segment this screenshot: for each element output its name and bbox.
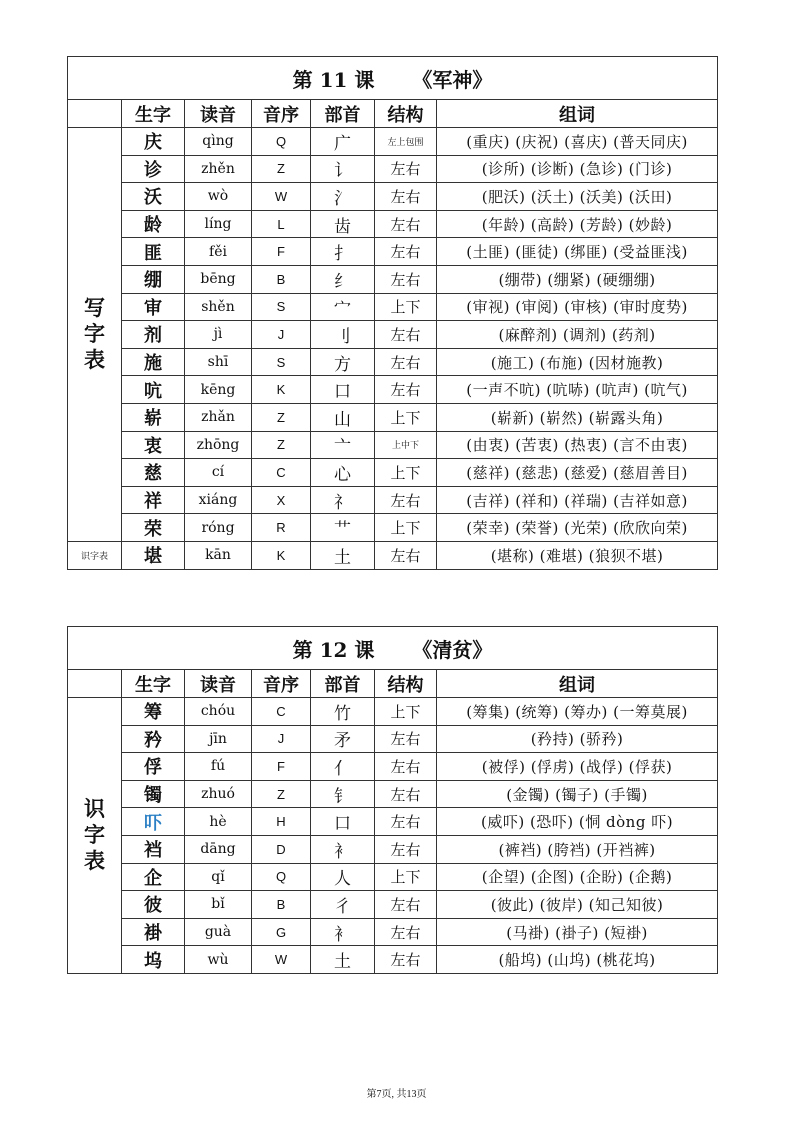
char-cell: 裆 bbox=[122, 835, 185, 863]
lesson-12-title-cell bbox=[68, 627, 718, 670]
radical-cell: 广 bbox=[311, 128, 375, 156]
char-cell: 龄 bbox=[122, 210, 185, 238]
char-cell: 绷 bbox=[122, 265, 185, 293]
table-row bbox=[68, 128, 718, 156]
structure-cell: 左上包围 bbox=[375, 128, 437, 156]
structure-cell: 左右 bbox=[375, 321, 437, 349]
radical-cell: 齿 bbox=[311, 210, 375, 238]
table-row bbox=[68, 293, 718, 321]
table-row bbox=[68, 348, 718, 376]
pinyin-cell: zhōng bbox=[185, 431, 252, 459]
pinyin-cell: shěn bbox=[185, 293, 252, 321]
index-cell: K bbox=[252, 376, 311, 404]
pinyin-cell: xiáng bbox=[185, 486, 252, 514]
lesson-11-table bbox=[67, 56, 718, 570]
words-cell: (筹集) (统筹) (筹办) (一筹莫展) bbox=[437, 698, 718, 726]
index-cell: Z bbox=[252, 780, 311, 808]
radical-cell: 钅 bbox=[311, 780, 375, 808]
char-cell: 崭 bbox=[122, 403, 185, 431]
structure-cell: 左右 bbox=[375, 835, 437, 863]
index-cell: J bbox=[252, 725, 311, 753]
pinyin-cell: jì bbox=[185, 321, 252, 349]
index-cell: Q bbox=[252, 128, 311, 156]
pinyin-cell: wù bbox=[185, 946, 252, 974]
pinyin-cell: fěi bbox=[185, 238, 252, 266]
header-pinyin: 读音 bbox=[185, 100, 252, 128]
radical-cell: 扌 bbox=[311, 238, 375, 266]
group-recognize-label: 识字表 bbox=[84, 796, 105, 874]
radical-cell: 衤 bbox=[311, 835, 375, 863]
radical-cell: 艹 bbox=[311, 514, 375, 542]
lesson-11-title-cell bbox=[68, 57, 718, 100]
group-recognize bbox=[68, 698, 122, 974]
table-row bbox=[68, 698, 718, 726]
char-cell: 诊 bbox=[122, 155, 185, 183]
char-cell: 吓 bbox=[122, 808, 185, 836]
structure-cell: 上下 bbox=[375, 293, 437, 321]
table-row bbox=[68, 321, 718, 349]
pinyin-cell: qǐ bbox=[185, 863, 252, 891]
char-cell: 剂 bbox=[122, 321, 185, 349]
words-cell: (审视) (审阅) (审核) (审时度势) bbox=[437, 293, 718, 321]
pinyin-cell: dāng bbox=[185, 835, 252, 863]
table-row bbox=[68, 891, 718, 919]
words-cell: (麻醉剂) (调剂) (药剂) bbox=[437, 321, 718, 349]
char-cell: 俘 bbox=[122, 753, 185, 781]
structure-cell: 左右 bbox=[375, 210, 437, 238]
words-cell: (威吓) (恐吓) (恫 dòng 吓) bbox=[437, 808, 718, 836]
words-cell: (吉祥) (祥和) (祥瑞) (吉祥如意) bbox=[437, 486, 718, 514]
char-cell: 堪 bbox=[122, 541, 185, 569]
index-cell: J bbox=[252, 321, 311, 349]
structure-cell: 左右 bbox=[375, 946, 437, 974]
words-cell: (彼此) (彼岸) (知己知彼) bbox=[437, 891, 718, 919]
table-row bbox=[68, 265, 718, 293]
header-words: 组词 bbox=[437, 670, 718, 698]
header-row bbox=[68, 100, 718, 128]
radical-cell: 亻 bbox=[311, 753, 375, 781]
words-cell: (马褂) (褂子) (短褂) bbox=[437, 918, 718, 946]
lesson-title: 《清贫》 bbox=[412, 637, 493, 662]
words-cell: (年龄) (高龄) (芳龄) (妙龄) bbox=[437, 210, 718, 238]
words-cell: (船坞) (山坞) (桃花坞) bbox=[437, 946, 718, 974]
char-cell: 企 bbox=[122, 863, 185, 891]
pinyin-cell: kān bbox=[185, 541, 252, 569]
header-char: 生字 bbox=[122, 100, 185, 128]
structure-cell: 上下 bbox=[375, 403, 437, 431]
group-recognize bbox=[68, 541, 122, 569]
radical-cell: 土 bbox=[311, 541, 375, 569]
pinyin-cell: fú bbox=[185, 753, 252, 781]
radical-cell: 亠 bbox=[311, 431, 375, 459]
index-cell: C bbox=[252, 459, 311, 487]
structure-cell: 左右 bbox=[375, 486, 437, 514]
words-cell: (诊所) (诊断) (急诊) (门诊) bbox=[437, 155, 718, 183]
words-cell: (肥沃) (沃土) (沃美) (沃田) bbox=[437, 183, 718, 211]
index-cell: W bbox=[252, 183, 311, 211]
radical-cell: 彳 bbox=[311, 891, 375, 919]
radical-cell: 礻 bbox=[311, 486, 375, 514]
words-cell: (裤裆) (胯裆) (开裆裤) bbox=[437, 835, 718, 863]
structure-cell: 左右 bbox=[375, 725, 437, 753]
header-blank bbox=[68, 670, 122, 698]
words-cell: (矜持) (骄矜) bbox=[437, 725, 718, 753]
lesson-title: 《军神》 bbox=[412, 67, 493, 92]
table-row bbox=[68, 459, 718, 487]
char-cell: 荣 bbox=[122, 514, 185, 542]
words-cell: (施工) (布施) (因材施教) bbox=[437, 348, 718, 376]
char-cell: 慈 bbox=[122, 459, 185, 487]
radical-cell: 土 bbox=[311, 946, 375, 974]
lesson-number: 第 11 课 bbox=[292, 67, 375, 92]
structure-cell: 左右 bbox=[375, 780, 437, 808]
lesson-number: 第 12 课 bbox=[292, 637, 375, 662]
structure-cell: 左右 bbox=[375, 376, 437, 404]
words-cell: (堪称) (难堪) (狼狈不堪) bbox=[437, 541, 718, 569]
table-row bbox=[68, 918, 718, 946]
words-cell: (金镯) (镯子) (手镯) bbox=[437, 780, 718, 808]
char-cell: 吭 bbox=[122, 376, 185, 404]
table-row bbox=[68, 780, 718, 808]
radical-cell: 口 bbox=[311, 376, 375, 404]
radical-cell: 讠 bbox=[311, 155, 375, 183]
table-row bbox=[68, 183, 718, 211]
table-row bbox=[68, 238, 718, 266]
pinyin-cell: chóu bbox=[185, 698, 252, 726]
header-words: 组词 bbox=[437, 100, 718, 128]
char-cell: 沃 bbox=[122, 183, 185, 211]
table-row bbox=[68, 486, 718, 514]
header-row bbox=[68, 670, 718, 698]
structure-cell: 左右 bbox=[375, 183, 437, 211]
words-cell: (重庆) (庆祝) (喜庆) (普天同庆) bbox=[437, 128, 718, 156]
header-pinyin: 读音 bbox=[185, 670, 252, 698]
table-row bbox=[68, 541, 718, 569]
char-cell: 庆 bbox=[122, 128, 185, 156]
words-cell: (荣幸) (荣誉) (光荣) (欣欣向荣) bbox=[437, 514, 718, 542]
radical-cell: 氵 bbox=[311, 183, 375, 211]
table-row bbox=[68, 403, 718, 431]
radical-cell: 竹 bbox=[311, 698, 375, 726]
index-cell: Q bbox=[252, 863, 311, 891]
table-row bbox=[68, 753, 718, 781]
index-cell: F bbox=[252, 238, 311, 266]
index-cell: R bbox=[252, 514, 311, 542]
lesson-12-table bbox=[67, 626, 718, 974]
char-cell: 匪 bbox=[122, 238, 185, 266]
words-cell: (一声不吭) (吭哧) (吭声) (吭气) bbox=[437, 376, 718, 404]
page-footer: 第7页, 共13页 bbox=[366, 1089, 427, 1100]
index-cell: Z bbox=[252, 403, 311, 431]
radical-cell: 宀 bbox=[311, 293, 375, 321]
pinyin-cell: cí bbox=[185, 459, 252, 487]
table-row bbox=[68, 376, 718, 404]
table-row bbox=[68, 514, 718, 542]
radical-cell: 矛 bbox=[311, 725, 375, 753]
structure-cell: 上下 bbox=[375, 459, 437, 487]
header-char: 生字 bbox=[122, 670, 185, 698]
pinyin-cell: zhěn bbox=[185, 155, 252, 183]
structure-cell: 上下 bbox=[375, 863, 437, 891]
char-cell: 施 bbox=[122, 348, 185, 376]
index-cell: D bbox=[252, 835, 311, 863]
words-cell: (绷带) (绷紧) (硬绷绷) bbox=[437, 265, 718, 293]
structure-cell: 上下 bbox=[375, 698, 437, 726]
pinyin-cell: zhǎn bbox=[185, 403, 252, 431]
header-structure: 结构 bbox=[375, 670, 437, 698]
group-write bbox=[68, 128, 122, 542]
pinyin-cell: zhuó bbox=[185, 780, 252, 808]
words-cell: (由衷) (苦衷) (热衷) (言不由衷) bbox=[437, 431, 718, 459]
char-cell: 褂 bbox=[122, 918, 185, 946]
structure-cell: 左右 bbox=[375, 348, 437, 376]
structure-cell: 上下 bbox=[375, 514, 437, 542]
index-cell: L bbox=[252, 210, 311, 238]
group-recognize-label: 识字表 bbox=[80, 551, 108, 562]
index-cell: C bbox=[252, 698, 311, 726]
char-cell: 祥 bbox=[122, 486, 185, 514]
table-row bbox=[68, 431, 718, 459]
index-cell: X bbox=[252, 486, 311, 514]
pinyin-cell: jīn bbox=[185, 725, 252, 753]
structure-cell: 左右 bbox=[375, 808, 437, 836]
table-row bbox=[68, 863, 718, 891]
group-write-label: 写字表 bbox=[84, 295, 105, 373]
pinyin-cell: wò bbox=[185, 183, 252, 211]
table-row bbox=[68, 725, 718, 753]
header-radical: 部首 bbox=[311, 100, 375, 128]
pinyin-cell: bǐ bbox=[185, 891, 252, 919]
index-cell: G bbox=[252, 918, 311, 946]
char-cell: 彼 bbox=[122, 891, 185, 919]
pinyin-cell: líng bbox=[185, 210, 252, 238]
structure-cell: 左右 bbox=[375, 891, 437, 919]
structure-cell: 上中下 bbox=[375, 431, 437, 459]
index-cell: Z bbox=[252, 431, 311, 459]
index-cell: S bbox=[252, 348, 311, 376]
table-row bbox=[68, 155, 718, 183]
table-row bbox=[68, 946, 718, 974]
header-structure: 结构 bbox=[375, 100, 437, 128]
structure-cell: 左右 bbox=[375, 265, 437, 293]
char-cell: 坞 bbox=[122, 946, 185, 974]
pinyin-cell: shī bbox=[185, 348, 252, 376]
index-cell: F bbox=[252, 753, 311, 781]
pinyin-cell: guà bbox=[185, 918, 252, 946]
words-cell: (崭新) (崭然) (崭露头角) bbox=[437, 403, 718, 431]
char-cell: 审 bbox=[122, 293, 185, 321]
char-cell: 矜 bbox=[122, 725, 185, 753]
radical-cell: 纟 bbox=[311, 265, 375, 293]
table-row bbox=[68, 835, 718, 863]
table-row bbox=[68, 210, 718, 238]
pinyin-cell: róng bbox=[185, 514, 252, 542]
radical-cell: 山 bbox=[311, 403, 375, 431]
words-cell: (被俘) (俘虏) (战俘) (俘获) bbox=[437, 753, 718, 781]
structure-cell: 左右 bbox=[375, 918, 437, 946]
words-cell: (土匪) (匪徒) (绑匪) (受益匪浅) bbox=[437, 238, 718, 266]
char-cell: 筹 bbox=[122, 698, 185, 726]
structure-cell: 左右 bbox=[375, 155, 437, 183]
index-cell: K bbox=[252, 541, 311, 569]
words-cell: (企望) (企图) (企盼) (企鹅) bbox=[437, 863, 718, 891]
table-row bbox=[68, 808, 718, 836]
index-cell: B bbox=[252, 891, 311, 919]
index-cell: S bbox=[252, 293, 311, 321]
index-cell: W bbox=[252, 946, 311, 974]
radical-cell: 衤 bbox=[311, 918, 375, 946]
char-cell: 衷 bbox=[122, 431, 185, 459]
header-radical: 部首 bbox=[311, 670, 375, 698]
structure-cell: 左右 bbox=[375, 238, 437, 266]
pinyin-cell: qìng bbox=[185, 128, 252, 156]
structure-cell: 左右 bbox=[375, 753, 437, 781]
radical-cell: 方 bbox=[311, 348, 375, 376]
radical-cell: 人 bbox=[311, 863, 375, 891]
pinyin-cell: bēng bbox=[185, 265, 252, 293]
radical-cell: 口 bbox=[311, 808, 375, 836]
header-blank bbox=[68, 100, 122, 128]
char-cell: 镯 bbox=[122, 780, 185, 808]
radical-cell: 心 bbox=[311, 459, 375, 487]
header-index: 音序 bbox=[252, 670, 311, 698]
header-index: 音序 bbox=[252, 100, 311, 128]
pinyin-cell: kēng bbox=[185, 376, 252, 404]
structure-cell: 左右 bbox=[375, 541, 437, 569]
radical-cell: 刂 bbox=[311, 321, 375, 349]
pinyin-cell: hè bbox=[185, 808, 252, 836]
index-cell: Z bbox=[252, 155, 311, 183]
index-cell: B bbox=[252, 265, 311, 293]
index-cell: H bbox=[252, 808, 311, 836]
words-cell: (慈祥) (慈悲) (慈爱) (慈眉善目) bbox=[437, 459, 718, 487]
